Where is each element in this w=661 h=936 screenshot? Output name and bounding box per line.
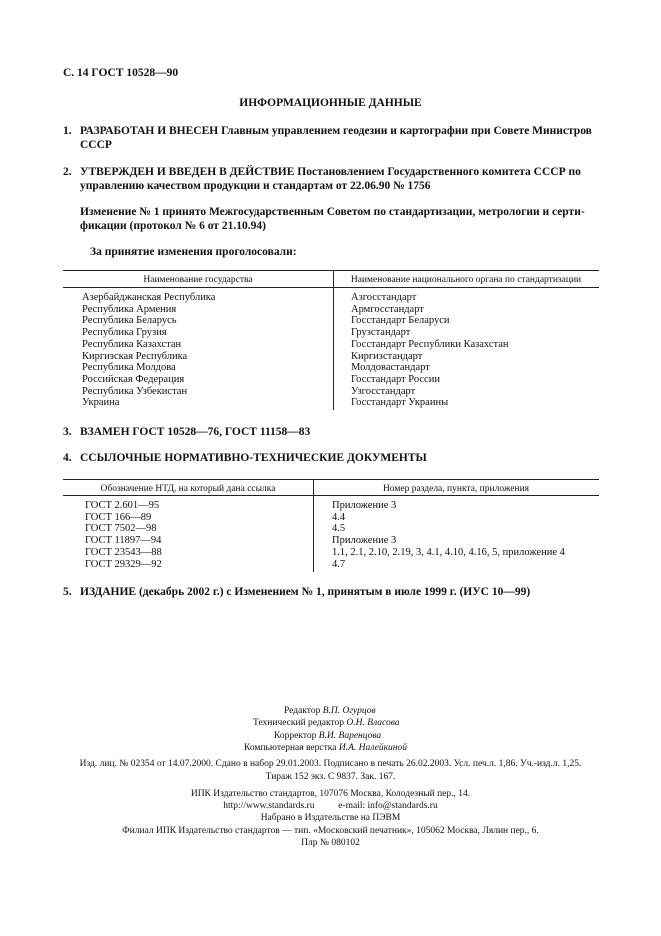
- table-cell-standards-body: Госстандарт России: [351, 373, 440, 385]
- table-cell-state: Республика Армения: [82, 303, 177, 315]
- item-5-number: 5.: [63, 586, 72, 598]
- table-cell-standards-body: Армгосстандарт: [351, 303, 424, 315]
- table1-header-rule: [63, 287, 599, 288]
- section-title: ИНФОРМАЦИОННЫЕ ДАННЫЕ: [239, 97, 422, 109]
- table1-column-divider: [333, 270, 334, 410]
- table1-states-column: [82, 292, 215, 409]
- table-cell-reference: 4.7: [332, 558, 346, 570]
- table-cell-reference: 4.5: [332, 523, 346, 535]
- table-cell-state: Республика Беларусь: [82, 315, 177, 327]
- credit-line: [0, 705, 661, 717]
- item-1-line1: РАЗРАБОТАН И ВНЕСЕН Главным управлением геодезии и картографии при Совете Министров: [80, 125, 592, 137]
- table-cell-document: ГОСТ 2.601—95: [85, 500, 160, 511]
- table2-docs-column: [85, 500, 162, 570]
- credits-block: [0, 705, 661, 754]
- table-cell-state: Республика Казахстан: [82, 338, 182, 350]
- table-cell-reference: 1.1, 2.1, 2.10, 2.19, 3, 4.1, 4.10, 4.16, 5, приложение 4: [332, 546, 565, 558]
- credit-role: Компьютерная верстка: [244, 742, 337, 753]
- table-cell-document: ГОСТ 7502—98: [85, 523, 157, 535]
- credit-name: В.И. Варенцова: [316, 730, 382, 741]
- table-cell-reference: Приложение 3: [332, 500, 397, 511]
- item-2-line1: УТВЕРЖДЕН И ВВЕДЕН В ДЕЙСТВИЕ Постановлением Государственного комитета СССР по: [80, 166, 581, 178]
- publication-line1: Изд. лиц. № 02354 от 14.07.2000. Сдано в набор 29.01.2003. Подписано в печать 26.02.2003. Усл. печ.л. 1,86. Уч.-изд.л. 1,25.: [79, 759, 582, 769]
- publication-line2: Тираж 152 экз. С 9837. Зак. 167.: [265, 772, 396, 782]
- table-cell-document: ГОСТ 29329—92: [85, 558, 162, 570]
- table-cell-standards-body: Узгосстандарт: [351, 385, 416, 397]
- table1-header-body: Наименование национального органа по стандартизации: [350, 275, 582, 285]
- table2-header-doc: Обозначение НТД, на который дана ссылка: [100, 484, 276, 494]
- table-cell-state: Украина: [82, 397, 120, 409]
- amendment-line2: фикации (протокол № 6 от 21.10.94): [80, 220, 266, 232]
- page-header: С. 14 ГОСТ 10528—90: [63, 67, 179, 79]
- table2-header-rule: [63, 495, 599, 496]
- amendment-line1: Изменение № 1 принято Межгосударственным Советом по стандартизации, метрологии и серти-: [80, 206, 585, 218]
- table-cell-standards-body: Госстандарт Республики Казахстан: [351, 338, 509, 350]
- credit-name: И.А. Налейкиной: [336, 742, 407, 753]
- item-1-line2: СССР: [80, 139, 112, 151]
- item-3-number: 3.: [63, 426, 72, 438]
- table-cell-state: Республика Узбекистан: [82, 385, 188, 397]
- table-cell-state: Российская Федерация: [82, 373, 185, 385]
- table1-bodies-column: [351, 292, 509, 409]
- table-cell-document: ГОСТ 11897—94: [85, 535, 162, 547]
- table-cell-standards-body: Грузстандарт: [351, 327, 411, 339]
- imprint-line: Филиал ИПК Издательство стандартов — тип. «Московский печатник», 105062 Москва, Лялин пер., 6.: [122, 825, 539, 836]
- table-cell-standards-body: Киргизстандарт: [351, 350, 423, 362]
- table-cell-state: Республика Грузия: [82, 327, 167, 339]
- credit-name: В.П. Огурцов: [320, 706, 376, 716]
- credit-line: [0, 742, 661, 754]
- table-cell-reference: 4.4: [332, 511, 346, 523]
- table-cell-standards-body: Молдовастандарт: [351, 362, 430, 374]
- item-3-text: ВЗАМЕН ГОСТ 10528—76, ГОСТ 11158—83: [80, 426, 311, 438]
- imprint-line: http://www.standards.ru e-mail: info@standards.ru: [223, 801, 438, 812]
- imprint-block: [0, 788, 661, 849]
- imprint-line: Набрано в Издательстве на ПЭВМ: [260, 813, 401, 824]
- item-4-text: ССЫЛОЧНЫЕ НОРМАТИВНО-ТЕХНИЧЕСКИЕ ДОКУМЕНТЫ: [80, 452, 427, 464]
- item-2-line2: управлению качеством продукции и стандартам от 22.06.90 № 1756: [80, 180, 431, 192]
- imprint-line: Плр № 080102: [301, 837, 360, 848]
- table-cell-document: ГОСТ 166—89: [85, 511, 152, 523]
- table1-top-rule: [63, 270, 599, 271]
- table-cell-standards-body: Госстандарт Беларуси: [351, 315, 450, 327]
- item-2-number: 2.: [63, 166, 72, 178]
- table-cell-state: Азербайджанская Республика: [82, 292, 216, 303]
- imprint-line: ИПК Издательство стандартов, 107076 Москва, Колодезный пер., 14.: [190, 789, 471, 799]
- table2-header-ref: Номер раздела, пункта, приложения: [382, 484, 530, 494]
- table1-header-state: Наименование государства: [143, 275, 253, 285]
- credit-role: Редактор: [284, 706, 321, 716]
- item-5-text: ИЗДАНИЕ (декабрь 2002 г.) с Изменением № 1, принятым в июле 1999 г. (ИУС 10—99): [80, 586, 531, 598]
- table-cell-state: Республика Молдова: [82, 362, 176, 374]
- credit-role: Технический редактор: [253, 718, 344, 729]
- table2-refs-column: [332, 500, 565, 570]
- table-cell-document: ГОСТ 23543—88: [85, 546, 162, 558]
- credit-line: [0, 717, 661, 729]
- table-cell-reference: Приложение 3: [332, 535, 397, 547]
- credit-role: Корректор: [274, 730, 317, 741]
- credit-line: [0, 730, 661, 742]
- item-4-number: 4.: [63, 452, 72, 464]
- table-cell-standards-body: Госстандарт Украины: [351, 397, 449, 409]
- table-cell-state: Киргизская Республика: [82, 350, 188, 362]
- table-cell-standards-body: Азгосстандарт: [351, 292, 417, 303]
- item-1-number: 1.: [63, 125, 72, 137]
- credit-name: О.Н. Власова: [343, 718, 400, 729]
- voted-label: За принятие изменения проголосовали:: [90, 246, 297, 258]
- table2-top-rule: [63, 479, 599, 480]
